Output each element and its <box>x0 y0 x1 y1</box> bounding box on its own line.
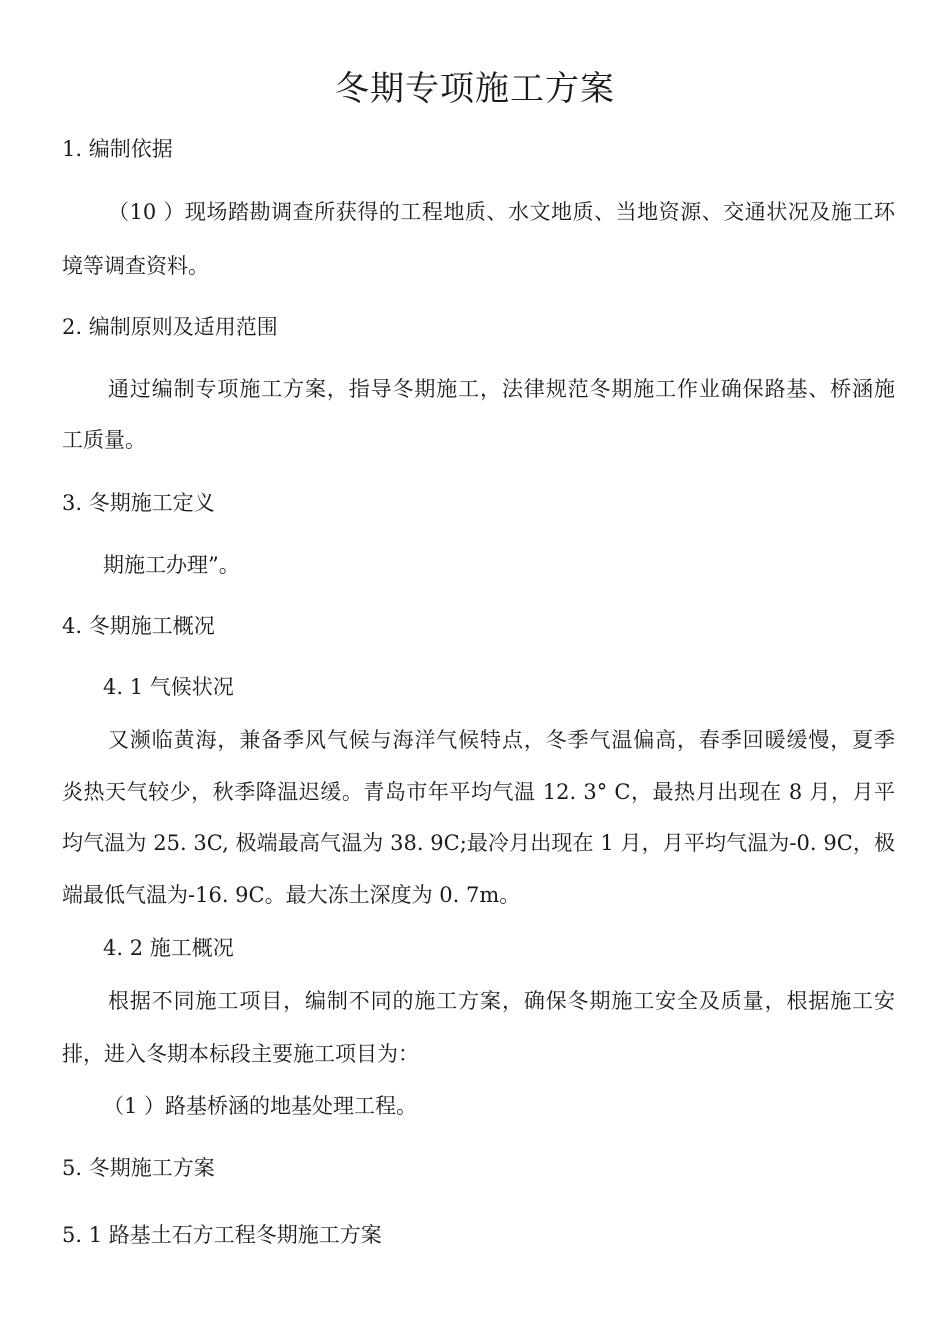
paragraph-line: 炎热天气较少，秋季降温迟缓。青岛市年平均气温 12. 3° C，最热月出现在 8 月，月平 <box>62 780 895 804</box>
paragraph-line: 工质量。 <box>62 428 146 452</box>
section-heading-2: 2. 编制原则及适用范围 <box>62 315 278 339</box>
document-title: 冬期专项施工方案 <box>335 69 615 109</box>
paragraph-line: 又濒临黄海，兼备季风气候与海洋气候特点，冬季气温偏高，春季回暖缓慢，夏季 <box>108 728 895 752</box>
paragraph-line: 通过编制专项施工方案，指导冬期施工，法律规范冬期施工作业确保路基、桥涵施 <box>108 377 895 401</box>
section-heading-1: 1. 编制依据 <box>62 137 173 161</box>
paragraph-line: 排，进入冬期本标段主要施工项目为： <box>62 1042 419 1066</box>
paragraph-line: （10 ）现场踏勘调查所获得的工程地质、水文地质、当地资源、交通状况及施工环 <box>108 200 895 224</box>
paragraph-line: 期施工办理”。 <box>103 553 240 577</box>
subsection-heading-4-2: 4. 2 施工概况 <box>103 936 234 960</box>
section-heading-5: 5. 冬期施工方案 <box>62 1156 215 1180</box>
section-heading-3: 3. 冬期施工定义 <box>62 491 215 515</box>
subsection-heading-4-1: 4. 1 气候状况 <box>103 675 234 699</box>
subsection-heading-5-1: 5. 1 路基土石方工程冬期施工方案 <box>62 1223 382 1247</box>
list-item: （1 ）路基桥涵的地基处理工程。 <box>103 1094 418 1118</box>
paragraph-line: 端最低气温为-16. 9C。最大冻土深度为 0. 7m。 <box>62 883 521 907</box>
section-heading-4: 4. 冬期施工概况 <box>62 614 215 638</box>
paragraph-line: 均气温为 25. 3C, 极端最高气温为 38. 9C;最冷月出现在 1 月，月平均气温为-0. 9C，极 <box>62 831 895 855</box>
paragraph-line: 根据不同施工项目，编制不同的施工方案，确保冬期施工安全及质量，根据施工安 <box>108 989 895 1013</box>
paragraph-line: 境等调查资料。 <box>62 254 209 278</box>
